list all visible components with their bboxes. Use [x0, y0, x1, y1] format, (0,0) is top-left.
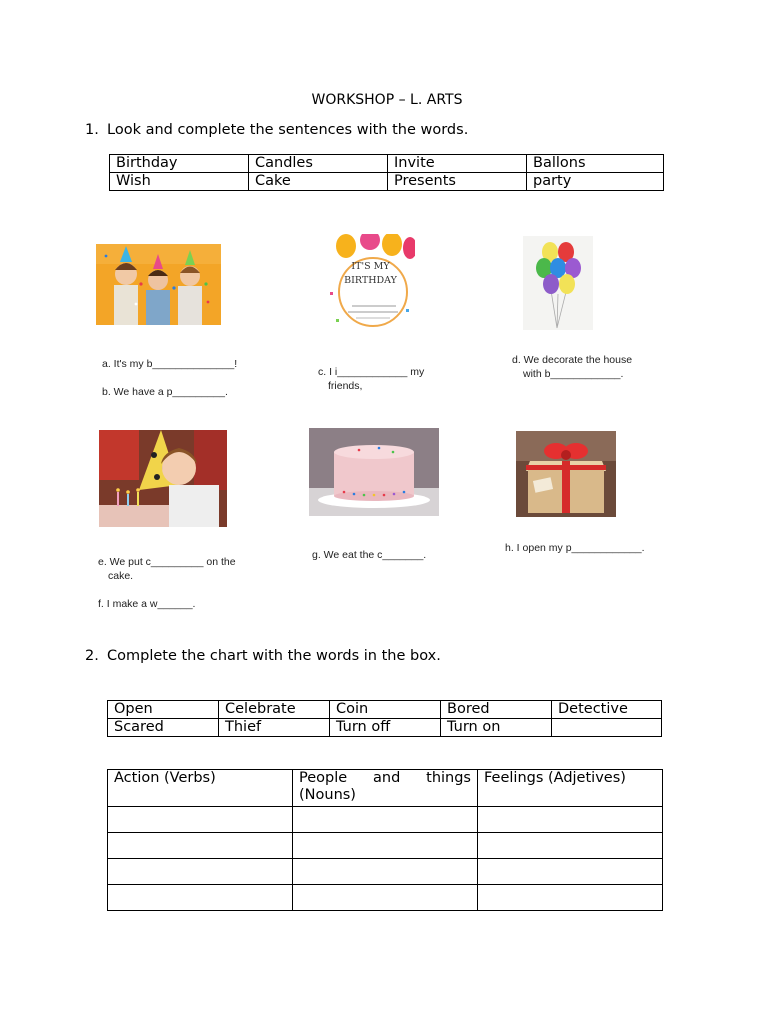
word-box-2 [107, 700, 662, 737]
section-2-number: 2. [85, 648, 99, 664]
word-cell: Open [108, 701, 219, 719]
page-title: WORKSHOP – L. ARTS [311, 92, 463, 108]
word-cell: Thief [219, 719, 330, 737]
word-cell: Wish [110, 173, 249, 191]
word-box-1-row [110, 155, 664, 173]
chart-header-nouns: People and things (Nouns) [293, 770, 478, 807]
caption-g: g. We eat the c_______. [312, 549, 427, 561]
answer-cell[interactable] [478, 833, 663, 859]
answer-cell[interactable] [293, 859, 478, 885]
birthday-invitation-image [326, 234, 415, 334]
chart-answer-row [108, 885, 663, 911]
word-cell: Ballons [527, 155, 664, 173]
balloons-image [523, 236, 593, 330]
word-cell: Cake [249, 173, 388, 191]
chart-answer-row [108, 833, 663, 859]
caption-f: f. I make a w______. [98, 598, 196, 610]
answer-cell[interactable] [108, 807, 293, 833]
caption-d-line2: with b____________. [523, 368, 624, 380]
section-1-instruction [85, 122, 468, 138]
word-cell: Celebrate [219, 701, 330, 719]
sprinkle-cake-image [309, 428, 439, 516]
word-cell: Coin [330, 701, 441, 719]
answer-cell[interactable] [478, 859, 663, 885]
caption-h: h. I open my p____________. [505, 542, 645, 554]
caption-b: b. We have a p_________. [102, 386, 228, 398]
answer-cell[interactable] [293, 885, 478, 911]
caption-c-line1: c. I i____________ my [318, 366, 425, 378]
kids-blowing-confetti-image [96, 244, 221, 325]
section-2-instruction-text: Complete the chart with the words in the box. [107, 648, 441, 664]
answer-cell[interactable] [108, 885, 293, 911]
girl-blowing-candles-image [99, 430, 227, 527]
chart-header-row [108, 770, 663, 807]
caption-e-line1: e. We put c_________ on the [98, 556, 236, 568]
answer-cell[interactable] [293, 833, 478, 859]
answer-cell[interactable] [108, 859, 293, 885]
chart-answer-row [108, 859, 663, 885]
word-cell: Detective [552, 701, 662, 719]
chart-header-adjectives: Feelings (Adjetives) [478, 770, 663, 807]
word-box-1 [109, 154, 664, 191]
invitation-text: IT'S MY BIRTHDAY [344, 261, 397, 286]
word-cell: Turn off [330, 719, 441, 737]
word-cell: Birthday [110, 155, 249, 173]
word-cell: party [527, 173, 664, 191]
caption-d-line1: d. We decorate the house [512, 354, 633, 366]
answer-cell[interactable] [478, 885, 663, 911]
word-cell: Presents [388, 173, 527, 191]
word-box-1-row [110, 173, 664, 191]
word-cell: Candles [249, 155, 388, 173]
caption-c-line2: friends, [328, 380, 363, 392]
classification-chart [107, 769, 663, 911]
answer-cell[interactable] [108, 833, 293, 859]
word-cell: Invite [388, 155, 527, 173]
answer-cell[interactable] [293, 807, 478, 833]
chart-header-verbs: Action (Verbs) [108, 770, 293, 807]
section-1-number: 1. [85, 122, 99, 138]
answer-cell[interactable] [478, 807, 663, 833]
word-cell: Scared [108, 719, 219, 737]
word-cell [552, 719, 662, 737]
section-1-instruction-text: Look and complete the sentences with the words. [107, 122, 469, 138]
caption-e-line2: cake. [108, 570, 134, 582]
section-2-instruction [85, 648, 441, 664]
chart-answer-row [108, 807, 663, 833]
word-box-2-row [108, 719, 662, 737]
gift-box-image [516, 431, 616, 517]
word-cell: Bored [441, 701, 552, 719]
word-box-2-row [108, 701, 662, 719]
word-cell: Turn on [441, 719, 552, 737]
caption-a: a. It's my b______________! [102, 358, 238, 370]
